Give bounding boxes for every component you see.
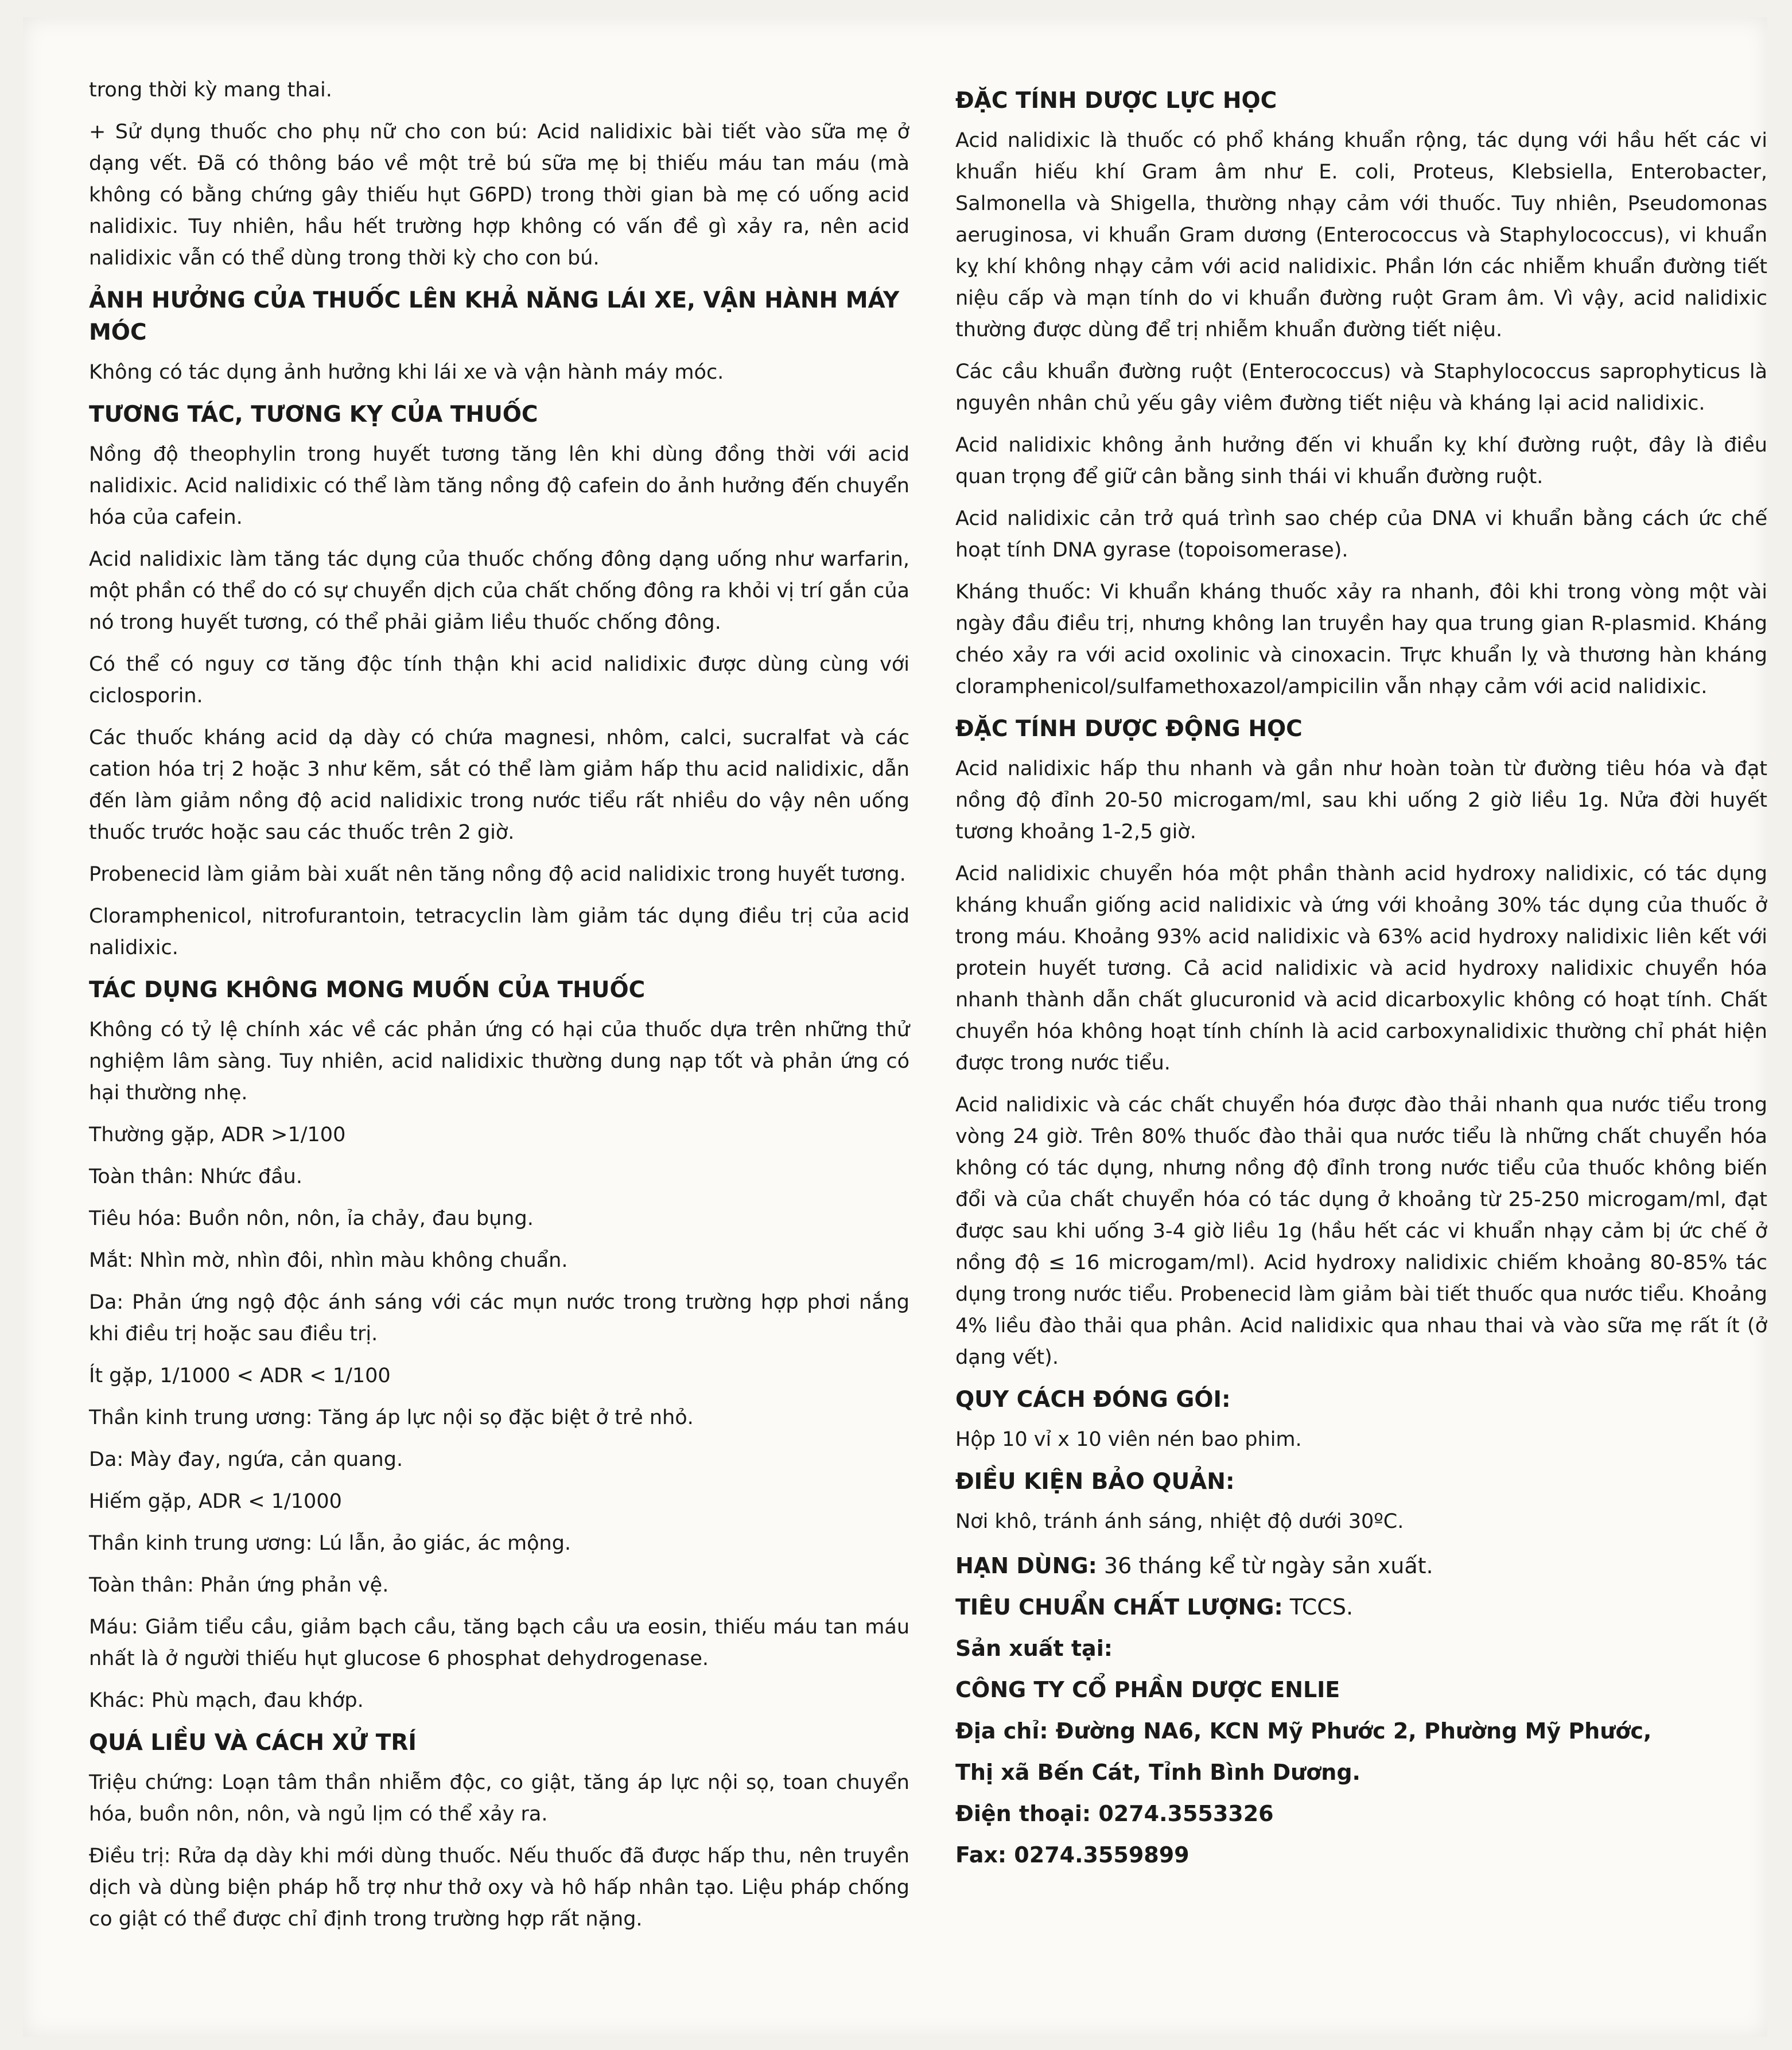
- right-column: [955, 75, 1767, 1878]
- paragraph: Mắt: Nhìn mờ, nhìn đôi, nhìn màu không chuẩn.: [89, 1249, 568, 1272]
- paragraph: Acid nalidixic chuyển hóa một phần thành acid hydroxy nalidixic, có tác dụng kháng khuẩn giống acid nalidixic và ứng với khoảng 30% tác dụng của thuốc ở trong máu. Khoảng 93% acid nalidixic và 63% acid hydroxy nalidixic liên kết với protein huyết tương. Cả acid nalidixic và acid hydroxy nalidixic chuyển hóa nhanh thành dẫn chất glucuronid và acid dicarboxylic không có hoạt tính. Chất chuyển hóa không hoạt tính chính là acid carboxynalidixic thường chỉ phát hiện được trong nước tiểu.: [955, 862, 1767, 1075]
- paragraph: Thần kinh trung ương: Lú lẫn, ảo giác, ác mộng.: [89, 1532, 572, 1555]
- paragraph: Nồng độ theophylin trong huyết tương tăng lên khi dùng đồng thời với acid nalidixic. Acid nalidixic có thể làm tăng nồng độ cafein do ảnh hưởng đến chuyển hóa của cafein.: [89, 443, 909, 529]
- paragraph: + Sử dụng thuốc cho phụ nữ cho con bú: Acid nalidixic bài tiết vào sữa mẹ ở dạng vết. Đã có thông báo về một trẻ bú sữa mẹ bị thiếu máu tan máu (mà không có bằng chứng gây thiếu hụt G6PD) trong thời gian bà mẹ có uống acid nalidixic. Tuy nhiên, hầu hết trường hợp không có vấn đề gì xảy ra, nên acid nalidixic vẫn có thể dùng trong thời kỳ cho con bú.: [89, 120, 909, 270]
- paragraph: Không có tác dụng ảnh hưởng khi lái xe và vận hành máy móc.: [89, 361, 724, 384]
- paragraph: Triệu chứng: Loạn tâm thần nhiễm độc, co giật, tăng áp lực nội sọ, toan chuyển hóa, buồn nôn, nôn, và ngủ lịm có thể xảy ra.: [89, 1771, 909, 1826]
- paragraph: Các cầu khuẩn đường ruột (Enterococcus) và Staphylococcus saprophyticus là nguyên nhân chủ yếu gây viêm đường tiết niệu và kháng lại acid nalidixic.: [955, 360, 1767, 415]
- expiry-line: [955, 1548, 1767, 1584]
- paragraph: Cloramphenicol, nitrofurantoin, tetracyclin làm giảm tác dụng điều trị của acid nalidixic.: [89, 905, 909, 959]
- paragraph: Acid nalidixic và các chất chuyển hóa được đào thải nhanh qua nước tiểu trong vòng 24 giờ. Trên 80% thuốc đào thải qua nước tiểu là những chất chuyển hóa không có tác dụng, nhưng nồng độ đỉnh trong nước tiểu của thuốc không biến đổi và của chất chuyển hóa có tác dụng ở khoảng từ 25-250 microgam/ml, đạt được sau khi uống 3-4 giờ liều 1g (hầu hết các vi khuẩn nhạy cảm bị ức chế ở nồng độ ≤ 16 microgam/ml). Acid hydroxy nalidixic chiếm khoảng 80-85% tác dụng trong nước tiểu. Probenecid làm giảm bài tiết thuốc qua nước tiểu. Khoảng 4% liều đào thải qua phân. Acid nalidixic qua nhau thai và vào sữa mẹ rất ít (ở dạng vết).: [955, 1094, 1767, 1369]
- paragraph: Thần kinh trung ương: Tăng áp lực nội sọ đặc biệt ở trẻ nhỏ.: [89, 1406, 694, 1429]
- made-at: Sản xuất tại:: [955, 1636, 1113, 1661]
- standard-value: TCCS.: [1282, 1594, 1354, 1620]
- paragraph: Khác: Phù mạch, đau khớp.: [89, 1689, 364, 1712]
- paragraph: Không có tỷ lệ chính xác về các phản ứng có hại của thuốc dựa trên những thử nghiệm lâm sàng. Tuy nhiên, acid nalidixic thường dung nạp tốt và phản ứng có hại thường nhẹ.: [89, 1018, 909, 1104]
- address-line-2: Thị xã Bến Cát, Tỉnh Bình Dương.: [955, 1760, 1360, 1785]
- paragraph: Acid nalidixic cản trở quá trình sao chép của DNA vi khuẩn bằng cách ức chế hoạt tính DNA gyrase (topoisomerase).: [955, 507, 1767, 562]
- fax: Fax: 0274.3559899: [955, 1842, 1190, 1868]
- leaflet-page: [23, 17, 1767, 2037]
- section-heading: TÁC DỤNG KHÔNG MONG MUỐN CỦA THUỐC: [89, 977, 646, 1003]
- right-column-body: [955, 85, 1767, 1538]
- section-heading: ĐIỀU KIỆN BẢO QUẢN:: [955, 1469, 1235, 1495]
- paragraph: trong thời kỳ mang thai.: [89, 79, 332, 102]
- expiry-value: 36 tháng kể từ ngày sản xuất.: [1097, 1553, 1433, 1578]
- paragraph: Điều trị: Rửa dạ dày khi mới dùng thuốc. Nếu thuốc đã được hấp thu, nên truyền dịch và dùng biện pháp hỗ trợ như thở oxy và hô hấp nhân tạo. Liệu pháp chống co giật có thể được chỉ định trong trường hợp rất nặng.: [89, 1845, 909, 1931]
- section-heading: QUÁ LIỀU VÀ CÁCH XỬ TRÍ: [89, 1730, 417, 1756]
- paragraph: Hiếm gặp, ADR < 1/1000: [89, 1490, 342, 1513]
- paragraph: Kháng thuốc: Vi khuẩn kháng thuốc xảy ra nhanh, đôi khi trong vòng một vài ngày đầu điều trị, nhưng không lan truyền hay qua trung gian R-plasmid. Kháng chéo xảy ra với acid oxolinic và cinoxacin. Trực khuẩn lỵ và thương hàn kháng cloramphenicol/sulfamethoxazol/ampicilin vẫn nhạy cảm với acid nalidixic.: [955, 581, 1767, 698]
- paragraph: Acid nalidixic hấp thu nhanh và gần như hoàn toàn từ đường tiêu hóa và đạt nồng độ đỉnh 20-50 microgam/ml, sau khi uống 2 giờ liều 1g. Nửa đời huyết tương khoảng 1-2,5 giờ.: [955, 757, 1767, 843]
- expiry-label: HẠN DÙNG:: [955, 1553, 1097, 1578]
- section-heading: ĐẶC TÍNH DƯỢC LỰC HỌC: [955, 88, 1277, 114]
- section-heading: ẢNH HƯỞNG CỦA THUỐC LÊN KHẢ NĂNG LÁI XE, VẬN HÀNH MÁY MÓC: [89, 287, 900, 345]
- paragraph: Toàn thân: Nhức đầu.: [89, 1165, 302, 1188]
- section-heading: QUY CÁCH ĐÓNG GÓI:: [955, 1387, 1231, 1413]
- paragraph: Các thuốc kháng acid dạ dày có chứa magnesi, nhôm, calci, sucralfat và các cation hóa trị 2 hoặc 3 như kẽm, sắt có thể làm giảm hấp thu acid nalidixic, dẫn đến làm giảm nồng độ acid nalidixic trong nước tiểu rất nhiều do vậy nên uống thuốc trước hoặc sau các thuốc trên 2 giờ.: [89, 726, 909, 844]
- phone: Điện thoại: 0274.3553326: [955, 1801, 1274, 1826]
- paragraph: Da: Phản ứng ngộ độc ánh sáng với các mụn nước trong trường hợp phơi nắng khi điều trị hoặc sau điều trị.: [89, 1291, 909, 1345]
- company-name: CÔNG TY CỔ PHẦN DƯỢC ENLIE: [955, 1677, 1340, 1702]
- paragraph: Probenecid làm giảm bài xuất nên tăng nồng độ acid nalidixic trong huyết tương.: [89, 863, 906, 886]
- product-footer: [955, 1548, 1767, 1873]
- paragraph: Da: Mày đay, ngứa, cản quang.: [89, 1448, 403, 1471]
- paragraph: Hộp 10 vỉ x 10 viên nén bao phim.: [955, 1428, 1302, 1451]
- address-line-1: Địa chỉ: Đường NA6, KCN Mỹ Phước 2, Phường Mỹ Phước,: [955, 1718, 1652, 1744]
- standard-label: TIÊU CHUẨN CHẤT LƯỢNG:: [955, 1594, 1283, 1620]
- paragraph: Acid nalidixic không ảnh hưởng đến vi khuẩn kỵ khí đường ruột, đây là điều quan trọng để giữ cân bằng sinh thái vi khuẩn đường ruột.: [955, 434, 1767, 488]
- paragraph: Có thể có nguy cơ tăng độc tính thận khi acid nalidixic được dùng cùng với ciclosporin.: [89, 653, 909, 707]
- paragraph: Toàn thân: Phản ứng phản vệ.: [89, 1574, 389, 1597]
- paragraph: Acid nalidixic làm tăng tác dụng của thuốc chống đông dạng uống như warfarin, một phần có thể do có sự chuyển dịch của chất chống đông ra khỏi vị trí gắn của nó trong huyết tương, có thể phải giảm liều thuốc chống đông.: [89, 548, 909, 634]
- section-heading: TƯƠNG TÁC, TƯƠNG KỴ CỦA THUỐC: [89, 402, 538, 427]
- section-heading: ĐẶC TÍNH DƯỢC ĐỘNG HỌC: [955, 716, 1303, 742]
- paragraph: Tiêu hóa: Buồn nôn, nôn, ỉa chảy, đau bụng.: [89, 1207, 534, 1230]
- standard-line: [955, 1589, 1767, 1625]
- paragraph: Acid nalidixic là thuốc có phổ kháng khuẩn rộng, tác dụng với hầu hết các vi khuẩn hiếu khí Gram âm như E. coli, Proteus, Klebsiella, Enterobacter, Salmonella và Shigella, thường nhạy cảm với thuốc. Tuy nhiên, Pseudomonas aeruginosa, vi khuẩn Gram dương (Enterococcus và Staphylococcus), vi khuẩn kỵ khí không nhạy cảm với acid nalidixic. Phần lớn các nhiễm khuẩn đường tiết niệu cấp và mạn tính do vi khuẩn đường ruột Gram âm. Vì vậy, acid nalidixic thường được dùng để trị nhiễm khuẩn đường tiết niệu.: [955, 129, 1767, 341]
- left-column: [89, 75, 909, 1946]
- paragraph: Nơi khô, tránh ánh sáng, nhiệt độ dưới 30ºC.: [955, 1510, 1404, 1533]
- paragraph: Máu: Giảm tiểu cầu, giảm bạch cầu, tăng bạch cầu ưa eosin, thiếu máu tan máu nhất là ở người thiếu hụt glucose 6 phosphat dehydrogenase.: [89, 1616, 909, 1670]
- paragraph: Thường gặp, ADR >1/100: [89, 1123, 346, 1146]
- paragraph: Ít gặp, 1/1000 < ADR < 1/100: [89, 1364, 391, 1387]
